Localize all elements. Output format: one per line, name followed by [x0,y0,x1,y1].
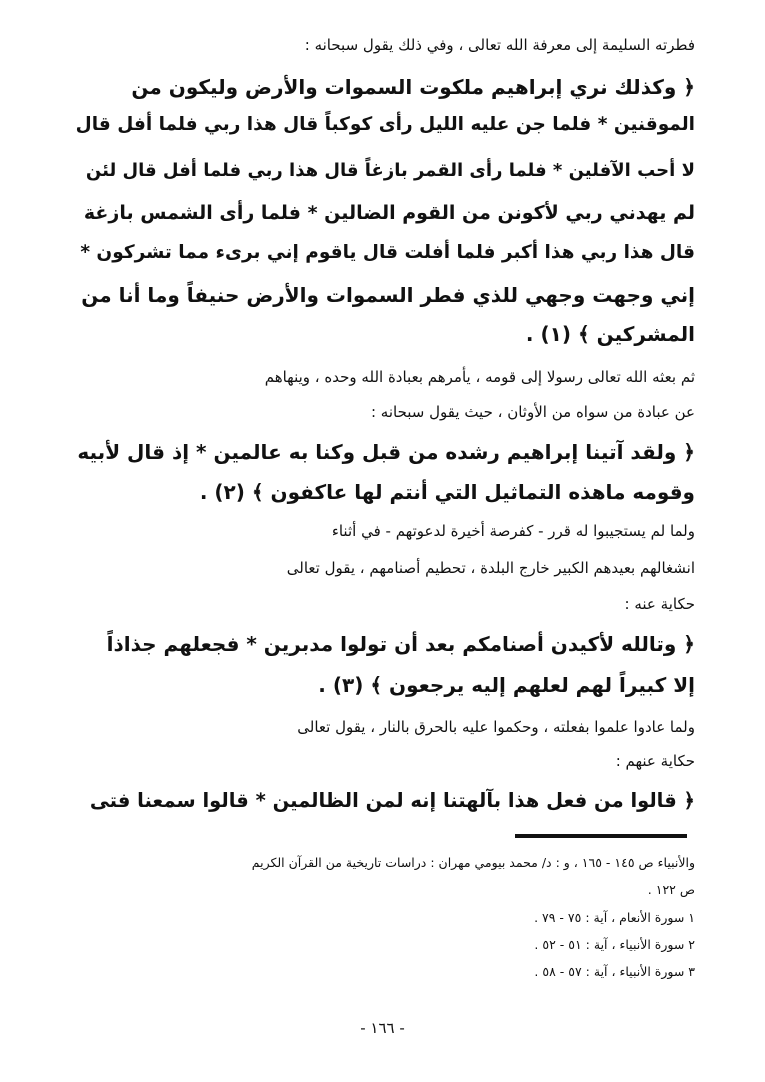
footnote-line: ص ١٢٢ . [647,882,695,897]
page-number: - ١٦٦ - [360,1019,405,1037]
verse-line: ﴿ وكذلك نري إبراهيم ملكوت السموات والأرض وليكون من [131,75,695,99]
footnote-separator [515,834,687,838]
body-line: ثم بعثه الله تعالى رسولا إلى قومه ، يأمرهم بعبادة الله وحده ، وينهاهم [264,368,695,386]
footnote-1: ١ سورة الأنعام ، آية : ٧٥ - ٧٩ . [534,910,695,925]
verse-line: لا أحب الآفلين * فلما رأى القمر بازغاً قال هذا ربي فلما أفل قال لئن [85,160,695,181]
body-line: انشغالهم بعيدهم الكبير خارج البلدة ، تحطيم أصنامهم ، يقول تعالى [286,559,695,577]
verse-line: قال هذا ربي هذا أكبر فلما أفلت قال ياقوم إني برىء مما تشركون * [80,242,695,263]
verse-line: إلا كبيراً لهم لعلهم إليه يرجعون ﴾ (٣) . [318,673,695,697]
verse-line: المشركين ﴾ (١) . [525,322,695,346]
footnote-2: ٢ سورة الأنبياء ، آية : ٥١ - ٥٢ . [534,937,695,952]
verse-line: وقومه ماهذه التماثيل التي أنتم لها عاكفون ﴾ (٢) . [199,480,695,504]
body-line: ولما لم يستجيبوا له قرر - كفرصة أخيرة لدعوتهم - في أثناء [331,522,695,540]
body-line: حكاية عنه : [624,595,695,613]
body-line: عن عبادة من سواه من الأوثان ، حيث يقول سبحانه : [370,403,695,421]
footnote-line: والأنبياء ص ١٤٥ - ١٦٥ ، و : د/ محمد بيومي مهران : دراسات تاريخية من القرآن الكريم [251,855,695,870]
verse-line: لم يهدني ربي لأكونن من القوم الضالين * فلما رأى الشمس بازغة [83,202,695,224]
verse-line: ﴿ وتالله لأكيدن أصنامكم بعد أن تولوا مدبرين * فجعلهم جذاذاً [106,632,695,656]
footnote-3: ٣ سورة الأنبياء ، آية : ٥٧ - ٥٨ . [534,964,695,979]
body-line: حكاية عنهم : [615,752,695,770]
verse-line: ﴿ قالوا من فعل هذا بآلهتنا إنه لمن الظالمين * قالوا سمعنا فتى [89,789,695,812]
verse-line: ﴿ ولقد آتينا إبراهيم رشده من قبل وكنا به عالمين * إذ قال لأبيه [77,440,695,464]
body-line: فطرته السليمة إلى معرفة الله تعالى ، وفي ذلك يقول سبحانه : [304,36,695,54]
verse-line: الموقنين * فلما جن عليه الليل رأى كوكباً قال هذا ربي فلما أفل قال [75,114,695,135]
body-line: ولما عادوا علموا بفعلته ، وحكموا عليه بالحرق بالنار ، يقول تعالى [297,718,695,736]
verse-line: إني وجهت وجهي للذي فطر السموات والأرض حنيفاً وما أنا من [81,283,695,307]
